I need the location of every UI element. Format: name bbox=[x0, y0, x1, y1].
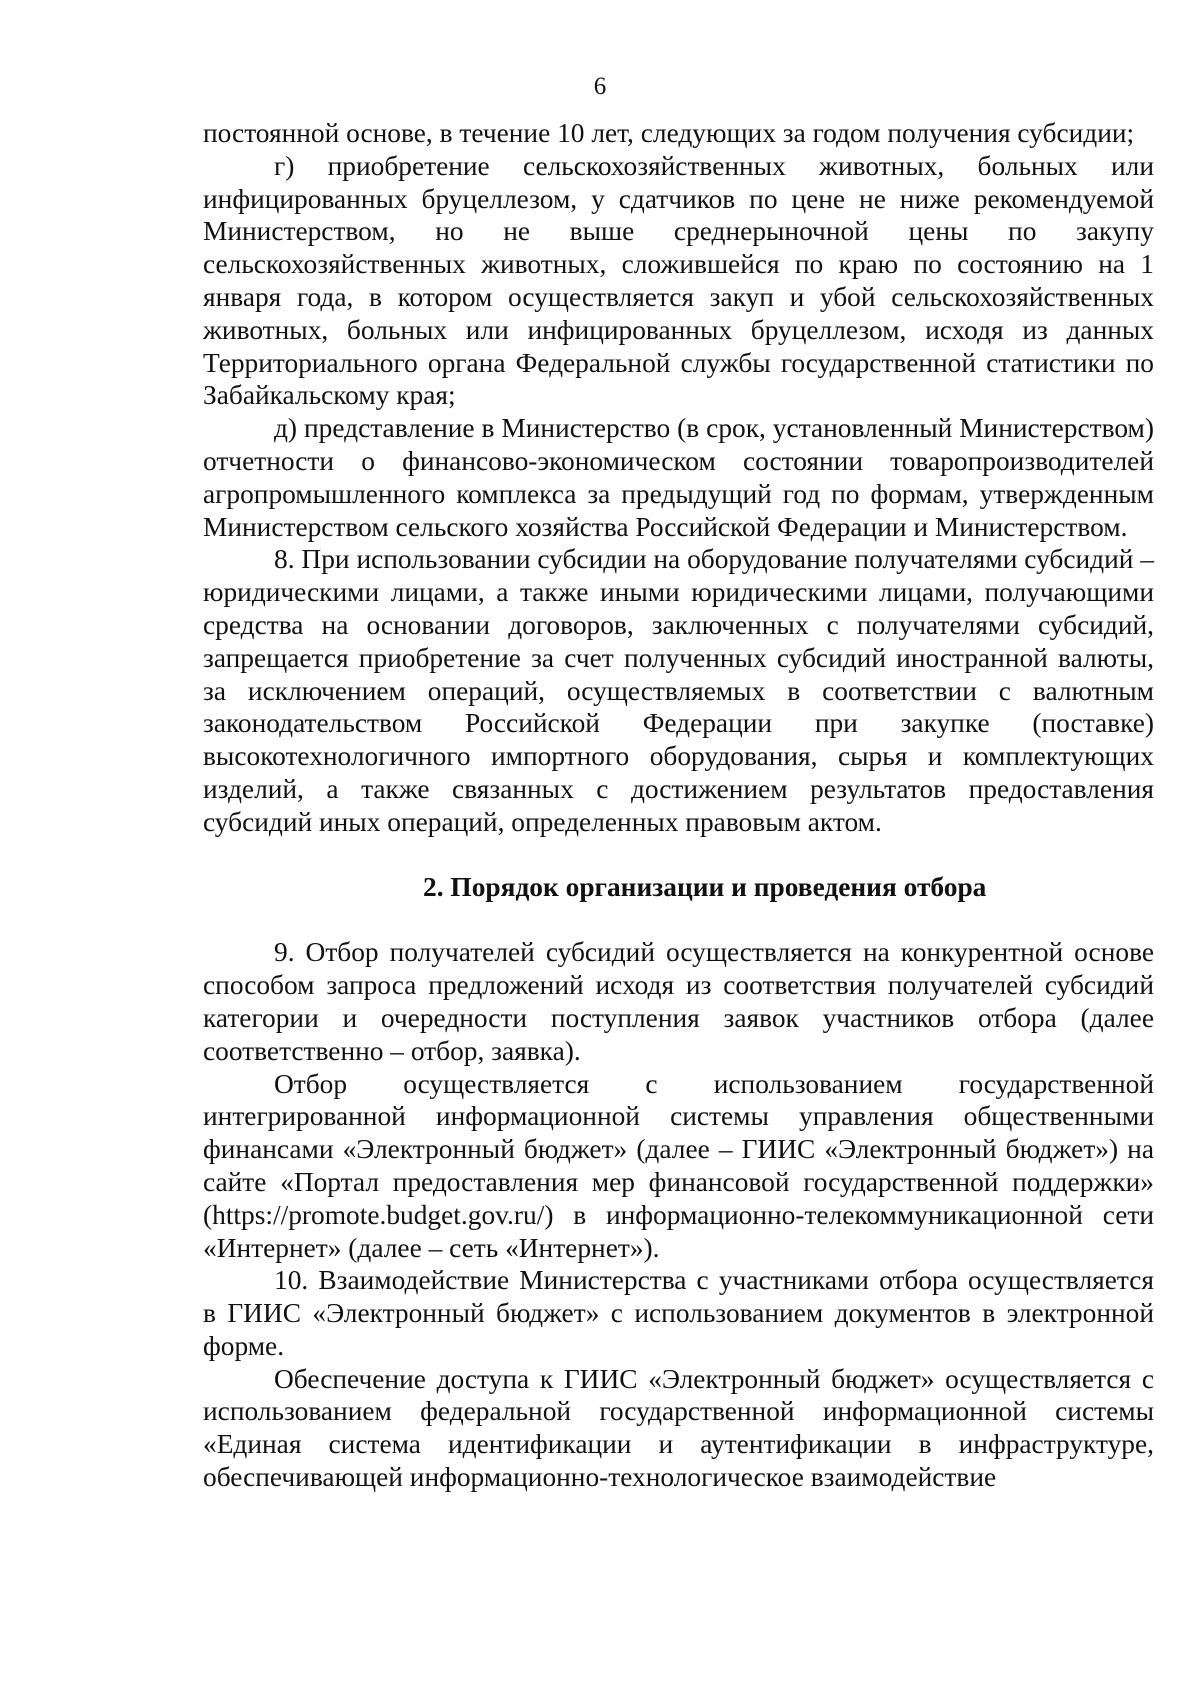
paragraph-clause-8: 8. При использовании субсидии на оборудование получателями субсидий – юридическими лицами, а также иными юридическими лицами, получающими средства на основании договоров, заключенных с получателями субсидий, запрещается приобретение за счет полученных субсидий иностранной валюты, за исключением операций, осуществляемых в соответствии с валютным законодательством Российской Федерации при закупке (поставке) высокотехнологичного импортного оборудования, сырья и комплектующих изделий, а также связанных с достижением результатов предоставления субсидий иных операций, определенных правовым актом. bbox=[203, 544, 1154, 837]
paragraph-clause-9: 9. Отбор получателей субсидий осуществляется на конкурентной основе способом запроса предложений исходя из соответствия получателей субсидий категории и очередности поступления заявок участников отбора (далее соответственно – отбор, заявка). bbox=[203, 937, 1154, 1066]
paragraph-clause-10: 10. Взаимодействие Министерства с участниками отбора осуществляется в ГИИС «Электронный бюджет» с использованием документов в электронной форме. bbox=[203, 1265, 1154, 1361]
section-heading: 2. Порядок организации и проведения отбора bbox=[423, 871, 987, 902]
paragraph-selection-system: Отбор осуществляется с использованием государственной интегрированной информационной системы управления общественными финансами «Электронный бюджет» (далее – ГИИС «Электронный бюджет») на сайте «Портал предоставления мер финансовой государственной поддержки» (https://promote.budget.gov.ru/) в информационно-телекоммуникационной сети «Интернет» (далее – сеть «Интернет»). bbox=[203, 1068, 1154, 1263]
paragraph-item-d: д) представление в Министерство (в срок, установленный Министерством) отчетности о финансово-экономическом состоянии товаропроизводителей агропромышленного комплекса за предыдущий год по формам, утвержденным Министерством сельского хозяйства Российской Федерации и Министерством. bbox=[203, 413, 1154, 542]
paragraph-continuation: постоянной основе, в течение 10 лет, следующих за годом получения субсидии; bbox=[203, 118, 1135, 148]
page-number: 6 bbox=[593, 73, 607, 100]
paragraph-access: Обеспечение доступа к ГИИС «Электронный бюджет» осуществляется с использованием федеральной государственной информационной системы «Единая система идентификации и аутентификации в инфраструктуре, обеспечивающей информационно-технологическое взаимодействие bbox=[203, 1363, 1154, 1493]
paragraph-item-g: г) приобретение сельскохозяйственных животных, больных или инфицированных бруцеллезом, у сдатчиков по цене не ниже рекомендуемой Министерством, но не выше среднерыночной цены по закупу сельскохозяйственных животных, сложившейся по краю по состоянию на 1 января года, в котором осуществляется закуп и убой сельскохозяйственных животных, больных или инфицированных бруцеллезом, исходя из данных Территориального органа Федеральной службы государственной статистики по Забайкальскому края; bbox=[203, 150, 1154, 411]
document-body bbox=[203, 117, 1154, 1494]
